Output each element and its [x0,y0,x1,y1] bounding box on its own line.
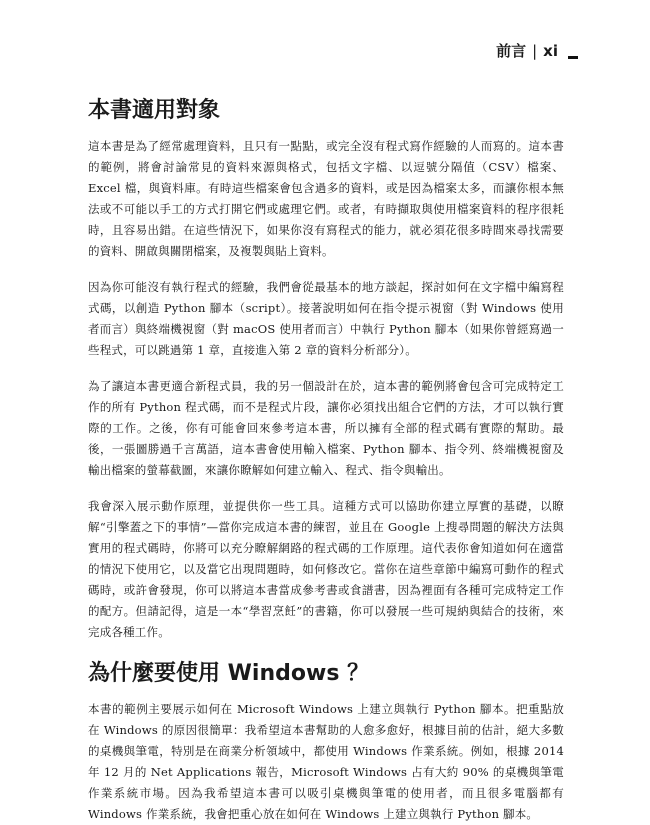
header-marker [568,56,578,59]
chapter-title: 前言 [496,42,527,60]
section-heading-audience: 本書適用對象 [88,98,221,123]
page-header [496,40,578,61]
section-heading-windows: 為什麼要使用 Windows ？ [88,661,370,686]
header-separator: | [532,41,538,60]
paragraph: 這本書是為了經常處理資料，且只有一點點，或完全沒有程式寫作經驗的人而寫的。這本書的範例，將會討論常見的資料來源與格式，包括文字檔、以逗號分隔值（CSV）檔案、Excel 檔，與資料庫。有時這些檔案會包含過多的資料，或是因為檔案太多，而讓你根本無法或不可能以手工的方式打開它們或處理它們。或者，有時擷取與使用檔案資料的程序很耗時，且容易出錯。在這些情況下，如果你沒有寫程式的能力，就必須花很多時間來尋找需要的資料、開啟與關閉檔案，及複製與貼上資料。 [88,139,564,258]
paragraph: 因為你可能沒有執行程式的經驗，我們會從最基本的地方談起，探討如何在文字檔中編寫程式碼，以創造 Python 腳本（script）。接著說明如何在指令提示視窗（對 Windows 使用者而言）與終端機視窗（對 macOS 使用者而言）中執行 Python 腳本（如果你曾經寫過一些程式，可以跳過第 1 章，直接進入第 2 章的資料分析部分）。 [88,280,564,357]
paragraph: 我會深入展示動作原理，並提供你一些工具。這種方式可以協助你建立厚實的基礎，以瞭解“引擎蓋之下的事情”—當你完成這本書的練習，並且在 Google 上搜尋問題的解決方法與實用的程式碼時，你將可以充分瞭解網路的程式碼的工作原理。這代表你會知道如何在適當的情況下使用它，以及當它出現問題時，如何修改它。當你在這些章節中編寫可動作的程式碼時，或許會發現，你可以將這本書當成參考書或食譜書，因為裡面有各種可完成特定工作的配方。但請記得，這是一本“學習烹飪”的書籍，你可以發展一些可規納與結合的技術，來完成各種工作。 [88,499,564,639]
paragraph: 為了讓這本書更適合新程式員，我的另一個設計在於，這本書的範例將會包含可完成特定工作的所有 Python 程式碼，而不是程式片段，讓你必須找出組合它們的方法，才可以執行實際的工作。之後，你有可能會回來參考這本書，所以擁有全部的程式碼有實際的幫助。最後，一張圖勝過千言萬語，這本書會使用輸入檔案、Python 腳本、指令列、終端機視窗及輸出檔案的螢幕截圖，來讓你瞭解如何建立輸入、程式、指令與輸出。 [88,379,564,477]
paragraph: 本書的範例主要展示如何在 Microsoft Windows 上建立與執行 Python 腳本。把重點放在 Windows 的原因很簡單：我希望這本書幫助的人愈多愈好，根據目前的估計，絕大多數的桌機與筆電，特別是在商業分析領域中，都使用 Windows 作業系統。例如，根據 2014 年 12 月的 Net Applications 報告，Microsoft Windows 占有大約 90% 的桌機與筆電作業系統市場。因為我希望這本書可以吸引桌機與筆電的使用者，而且很多電腦都有 Windows 作業系統，我會把重心放在如何在 Windows 上建立與執行 Python 腳本。 [88,702,564,821]
page-content [88,96,564,825]
page-number: xi [543,41,558,60]
